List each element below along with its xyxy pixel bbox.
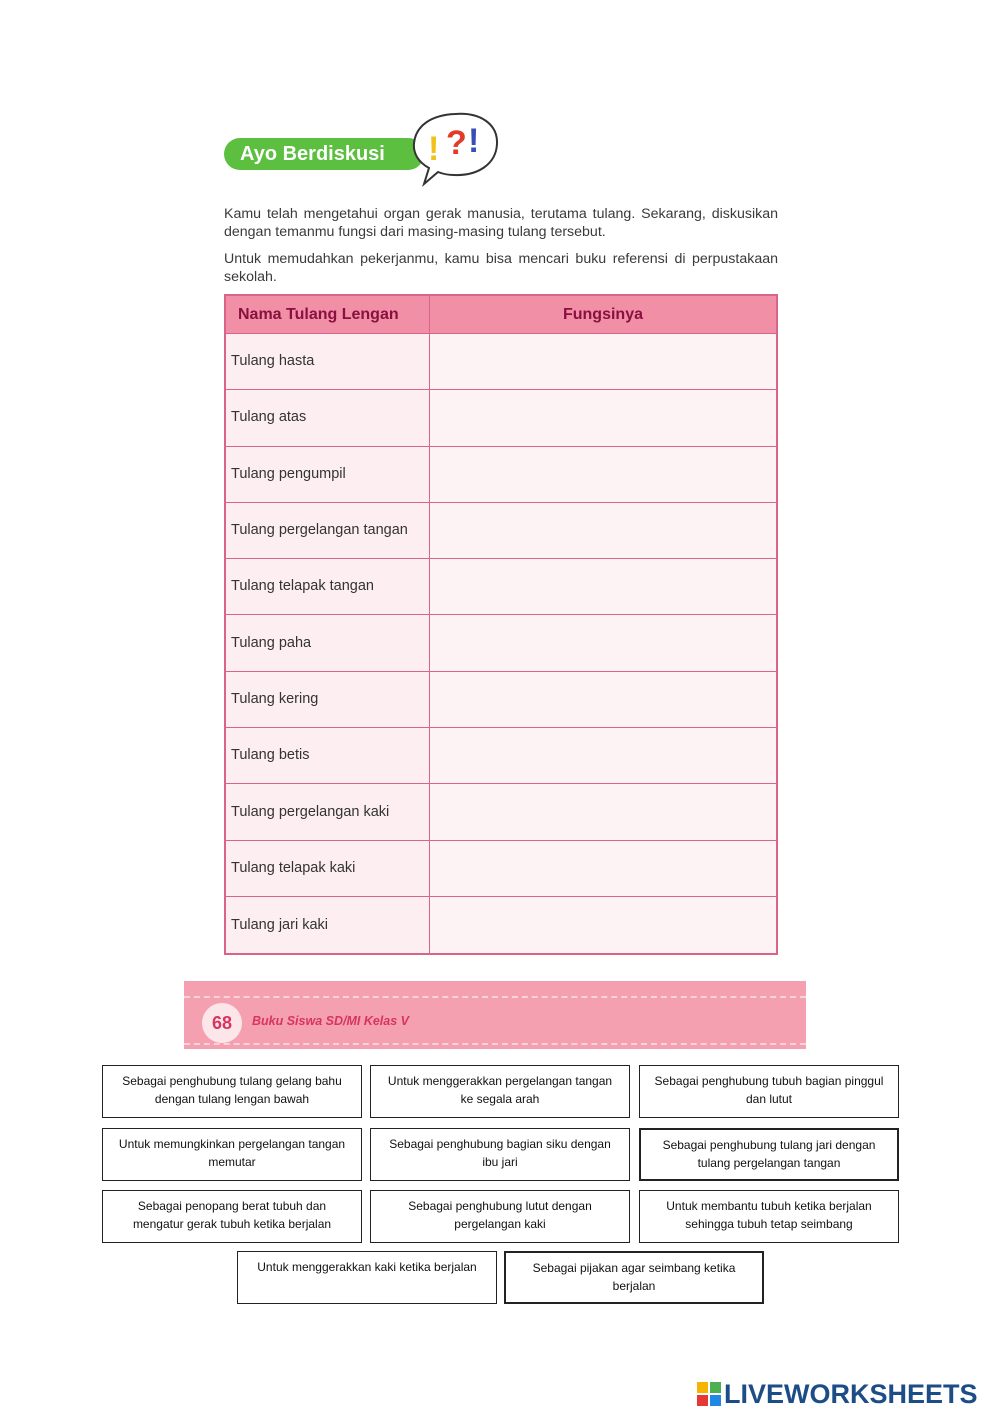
answer-box[interactable]: Sebagai penghubung lutut dengan pergelangan kaki — [370, 1190, 630, 1243]
logo-text: LIVEWORKSHEETS — [724, 1378, 978, 1409]
function-drop-zone[interactable] — [430, 559, 776, 614]
bone-name-cell: Tulang paha — [226, 615, 430, 670]
page-footer — [184, 981, 806, 1049]
function-drop-zone[interactable] — [430, 841, 776, 896]
table-row — [226, 447, 776, 503]
table-row — [226, 784, 776, 840]
section-banner — [224, 138, 424, 170]
bubble-symbol-2: ? — [446, 124, 467, 162]
table-row — [226, 728, 776, 784]
intro-paragraph-2: Untuk memudahkan pekerjanmu, kamu bisa mencari buku referensi di perpustakaan sekolah. — [224, 251, 778, 285]
bone-name-cell: Tulang atas — [226, 390, 430, 445]
table-header — [226, 296, 776, 334]
function-drop-zone[interactable] — [430, 390, 776, 445]
answer-box[interactable]: Untuk menggerakkan kaki ketika berjalan — [237, 1251, 497, 1304]
table-row — [226, 841, 776, 897]
answer-box[interactable]: Untuk menggerakkan pergelangan tangan ke segala arah — [370, 1065, 630, 1118]
function-drop-zone[interactable] — [430, 784, 776, 839]
intro-paragraph-1: Kamu telah mengetahui organ gerak manusia, terutama tulang. Sekarang, diskusikan dengan temanmu fungsi dari masing-masing tulang tersebut. — [224, 206, 778, 240]
logo-grid-icon — [697, 1382, 721, 1406]
table-row — [226, 503, 776, 559]
function-drop-zone[interactable] — [430, 615, 776, 670]
header-function: Fungsinya — [562, 306, 643, 323]
function-drop-zone[interactable] — [430, 672, 776, 727]
bubble-symbol-1: ! — [428, 130, 440, 168]
bone-function-table — [224, 294, 778, 955]
answer-box[interactable]: Sebagai penghubung tulang jari dengan tulang pergelangan tangan — [639, 1128, 899, 1181]
page-number: 68 — [202, 1003, 242, 1043]
table-row — [226, 672, 776, 728]
table-row — [226, 559, 776, 615]
answer-box[interactable]: Sebagai penghubung bagian siku dengan ibu jari — [370, 1128, 630, 1181]
bone-name-cell: Tulang pergelangan kaki — [226, 784, 430, 839]
liveworksheets-logo — [697, 1376, 978, 1412]
speech-bubble-icon — [410, 108, 500, 188]
banner-title: Ayo Berdiskusi — [240, 143, 385, 165]
function-drop-zone[interactable] — [430, 334, 776, 389]
bone-name-cell: Tulang pengumpil — [226, 447, 430, 502]
bone-name-cell: Tulang jari kaki — [226, 897, 430, 953]
bone-name-cell: Tulang betis — [226, 728, 430, 783]
function-drop-zone[interactable] — [430, 897, 776, 953]
answer-box[interactable]: Sebagai pijakan agar seimbang ketika berjalan — [504, 1251, 764, 1304]
table-row — [226, 897, 776, 953]
answer-box[interactable]: Untuk memungkinkan pergelangan tangan memutar — [102, 1128, 362, 1181]
bone-name-cell: Tulang telapak kaki — [226, 841, 430, 896]
table-row — [226, 615, 776, 671]
book-title: Buku Siswa SD/MI Kelas V — [252, 1014, 409, 1028]
header-bone-name: Nama Tulang Lengan — [226, 296, 430, 333]
bone-name-cell: Tulang pergelangan tangan — [226, 503, 430, 558]
answer-box[interactable]: Sebagai penopang berat tubuh dan mengatur gerak tubuh ketika berjalan — [102, 1190, 362, 1243]
function-drop-zone[interactable] — [430, 503, 776, 558]
bone-name-cell: Tulang hasta — [226, 334, 430, 389]
bone-name-cell: Tulang kering — [226, 672, 430, 727]
answer-box[interactable]: Sebagai penghubung tulang gelang bahu dengan tulang lengan bawah — [102, 1065, 362, 1118]
table-row — [226, 390, 776, 446]
bone-name-cell: Tulang telapak tangan — [226, 559, 430, 614]
bubble-symbol-3: ! — [468, 122, 480, 160]
footer-dashed-line — [184, 1043, 806, 1045]
answer-box[interactable]: Sebagai penghubung tubuh bagian pinggul dan lutut — [639, 1065, 899, 1118]
footer-dashed-line — [184, 996, 806, 998]
table-row — [226, 334, 776, 390]
function-drop-zone[interactable] — [430, 447, 776, 502]
function-drop-zone[interactable] — [430, 728, 776, 783]
answer-box[interactable]: Untuk membantu tubuh ketika berjalan sehingga tubuh tetap seimbang — [639, 1190, 899, 1243]
